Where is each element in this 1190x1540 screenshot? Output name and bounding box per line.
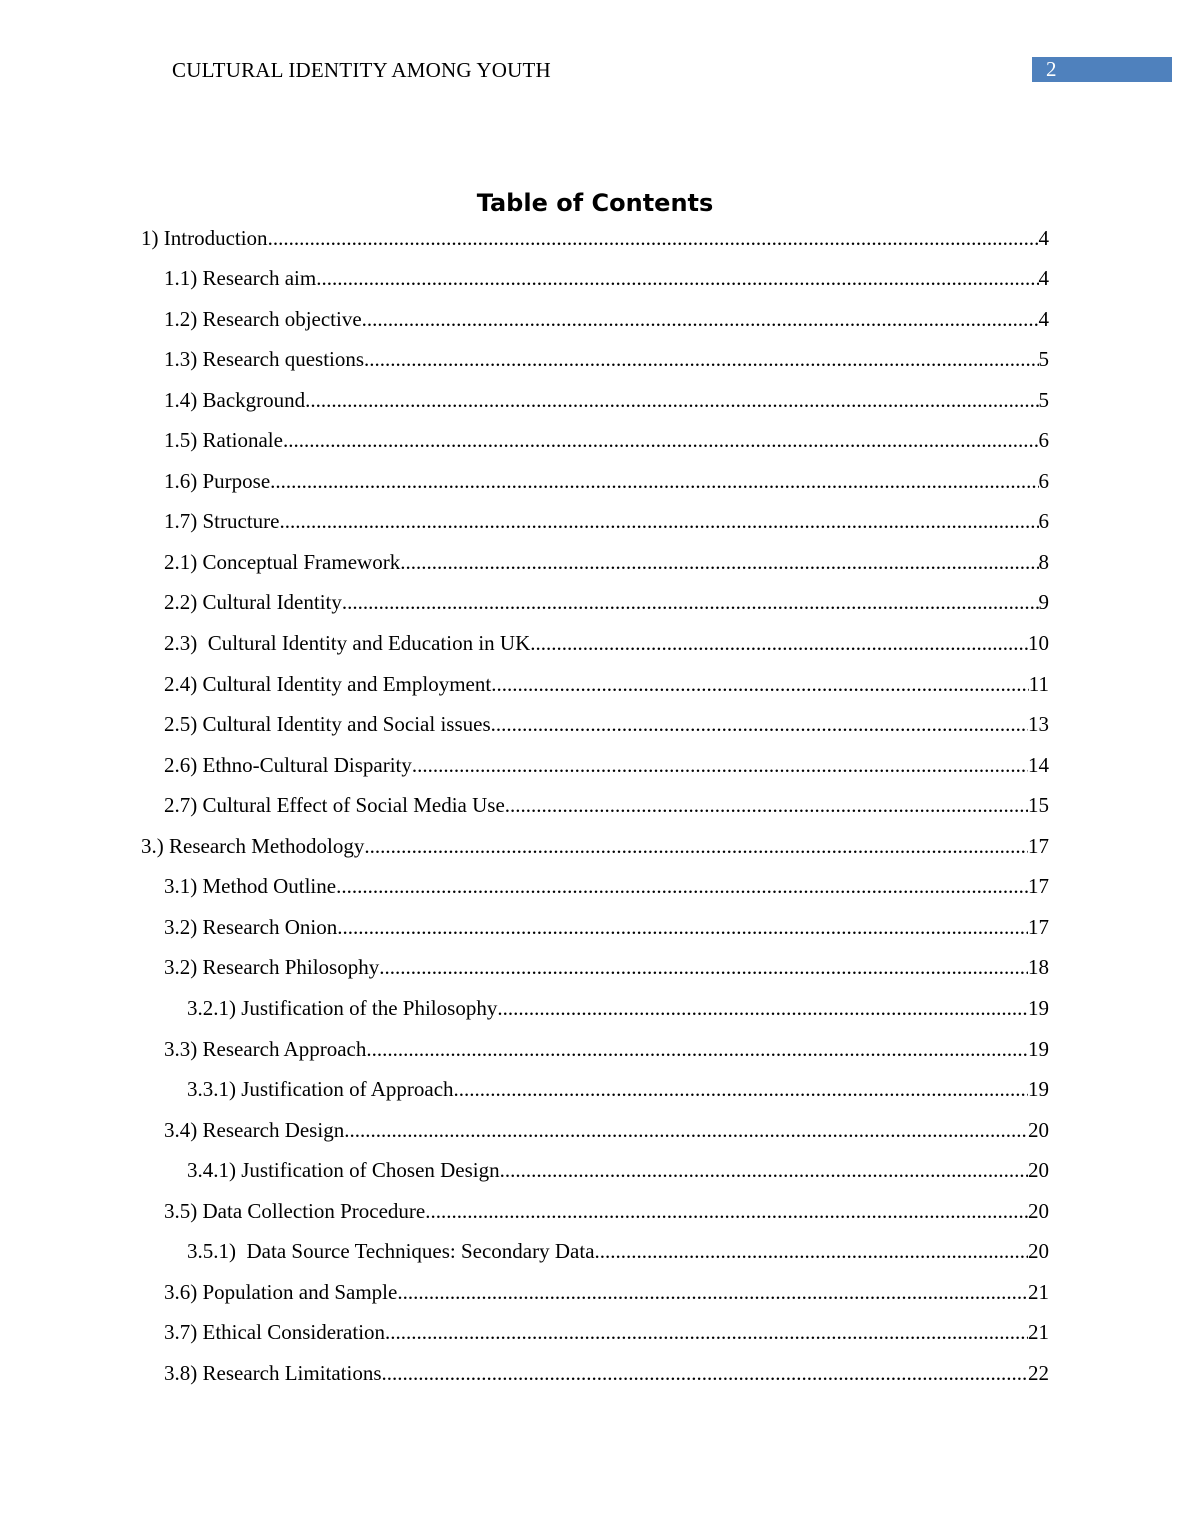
toc-entry-page: 9 (1038, 590, 1049, 614)
toc-entry-label: 3.3) Research Approach (164, 1037, 367, 1061)
dot-leader (385, 1318, 1028, 1346)
toc-entry-page: 20 (1028, 1239, 1049, 1263)
toc-entry-page: 19 (1028, 996, 1049, 1020)
toc-entry-page: 20 (1028, 1158, 1049, 1182)
toc-entry-label: 2.5) Cultural Identity and Social issues (164, 712, 491, 736)
dot-leader (362, 305, 1039, 333)
toc-entry[interactable] (187, 1075, 1049, 1103)
toc-entry-page: 6 (1038, 509, 1049, 533)
dot-leader (425, 1197, 1028, 1225)
toc-entry[interactable] (187, 1237, 1049, 1265)
toc-entry[interactable] (164, 467, 1049, 495)
toc-entry[interactable] (164, 710, 1049, 738)
toc-entry[interactable] (164, 1318, 1049, 1346)
toc-entry-label: 3.1) Method Outline (164, 874, 337, 898)
toc-entry[interactable] (164, 426, 1049, 454)
toc-entry-label: 3.2.1) Justification of the Philosophy (187, 996, 498, 1020)
toc-entry-label: 3.4.1) Justification of Chosen Design (187, 1158, 500, 1182)
toc-entry-label: 1.3) Research questions (164, 347, 365, 371)
toc-entry-page: 4 (1038, 307, 1049, 331)
toc-entry[interactable] (164, 386, 1049, 414)
toc-entry[interactable] (164, 264, 1049, 292)
dot-leader (342, 588, 1039, 616)
toc-entry[interactable] (164, 953, 1049, 981)
toc-entry-page: 6 (1038, 428, 1049, 452)
toc-entry[interactable] (187, 1156, 1049, 1184)
toc-entry[interactable] (164, 305, 1049, 333)
toc-entry[interactable] (164, 1278, 1049, 1306)
toc-entry-label: 3.2) Research Onion (164, 915, 338, 939)
toc-entry-page: 14 (1028, 753, 1049, 777)
page-number-box (1032, 57, 1172, 82)
toc-entry[interactable] (164, 670, 1049, 698)
dot-leader (268, 224, 1039, 252)
toc-entry-page: 17 (1028, 915, 1049, 939)
toc-entry-page: 6 (1038, 469, 1049, 493)
toc-entry[interactable] (164, 1035, 1049, 1063)
toc-entry-label: 2.1) Conceptual Framework (164, 550, 401, 574)
dot-leader (279, 507, 1038, 535)
dot-leader (379, 953, 1028, 981)
toc-entry-label: 3.8) Research Limitations (164, 1361, 382, 1385)
toc-entry[interactable] (141, 224, 1049, 252)
toc-entry-page: 19 (1028, 1037, 1049, 1061)
toc-entry-page: 22 (1028, 1361, 1049, 1385)
toc-entry-label: 2.3) Cultural Identity and Education in UK (164, 631, 531, 655)
toc-entry-label: 1.2) Research objective (164, 307, 362, 331)
toc-entry-page: 21 (1028, 1320, 1049, 1344)
toc-entry-page: 19 (1028, 1077, 1049, 1101)
dot-leader (366, 1035, 1028, 1063)
toc-entry-label: 3.5.1) Data Source Techniques: Secondary Data (187, 1239, 595, 1263)
toc-entry-page: 4 (1038, 226, 1049, 250)
toc-entry[interactable] (164, 1359, 1049, 1387)
dot-leader (337, 913, 1028, 941)
toc-entry-label: 1.4) Background (164, 388, 306, 412)
toc-entry-label: 1.1) Research aim (164, 266, 317, 290)
toc-entry-page: 13 (1028, 712, 1049, 736)
toc-entry[interactable] (164, 1116, 1049, 1144)
toc-entry-page: 11 (1028, 672, 1049, 696)
toc-entry-page: 15 (1028, 793, 1049, 817)
dot-leader (497, 994, 1028, 1022)
toc-entry-label: 3.7) Ethical Consideration (164, 1320, 386, 1344)
toc-entry-label: 3.4) Research Design (164, 1118, 345, 1142)
toc-entry[interactable] (164, 629, 1049, 657)
toc-title: Table of Contents (476, 189, 714, 217)
toc-entry[interactable] (164, 913, 1049, 941)
toc-entry-label: 1) Introduction (141, 226, 268, 250)
dot-leader (336, 872, 1028, 900)
dot-leader (364, 832, 1028, 860)
toc-entry-page: 8 (1038, 550, 1049, 574)
dot-leader (344, 1116, 1028, 1144)
toc-entry-label: 3.6) Population and Sample (164, 1280, 398, 1304)
toc-entry-page: 10 (1028, 631, 1049, 655)
toc-entry-page: 5 (1038, 347, 1049, 371)
dot-leader (505, 791, 1028, 819)
dot-leader (595, 1237, 1028, 1265)
page-number: 2 (1046, 57, 1057, 81)
toc-entry[interactable] (164, 751, 1049, 779)
toc-entry-page: 4 (1038, 266, 1049, 290)
toc-entry-label: 2.2) Cultural Identity (164, 590, 342, 614)
toc-entry-label: 1.6) Purpose (164, 469, 271, 493)
toc-entry-page: 18 (1028, 955, 1049, 979)
toc-entry[interactable] (164, 345, 1049, 373)
toc-entry[interactable] (141, 832, 1049, 860)
toc-entry-label: 3.5) Data Collection Procedure (164, 1199, 426, 1223)
dot-leader (454, 1075, 1028, 1103)
toc-entry-label: 3.2) Research Philosophy (164, 955, 380, 979)
toc-entry-label: 2.4) Cultural Identity and Employment (164, 672, 492, 696)
toc-entry-page: 5 (1038, 388, 1049, 412)
dot-leader (305, 386, 1038, 414)
dot-leader (530, 629, 1028, 657)
toc-entry[interactable] (164, 872, 1049, 900)
dot-leader (364, 345, 1038, 373)
toc-entry-label: 2.7) Cultural Effect of Social Media Use (164, 793, 505, 817)
toc-entry-page: 17 (1028, 834, 1049, 858)
dot-leader (491, 710, 1028, 738)
toc-entry-label: 2.6) Ethno-Cultural Disparity (164, 753, 412, 777)
dot-leader (412, 751, 1028, 779)
toc-entry[interactable] (187, 994, 1049, 1022)
toc-entry[interactable] (164, 507, 1049, 535)
dot-leader (316, 264, 1038, 292)
dot-leader (397, 1278, 1028, 1306)
dot-leader (270, 467, 1038, 495)
toc-entry-page: 20 (1028, 1199, 1049, 1223)
toc-entry-page: 17 (1028, 874, 1049, 898)
dot-leader (500, 1156, 1028, 1184)
toc-entry-page: 20 (1028, 1118, 1049, 1142)
toc-entry-page: 21 (1028, 1280, 1049, 1304)
toc-entry-label: 1.5) Rationale (164, 428, 283, 452)
toc-entry-label: 3.) Research Methodology (141, 834, 365, 858)
toc-entry-label: 1.7) Structure (164, 509, 280, 533)
dot-leader (382, 1359, 1028, 1387)
dot-leader (491, 670, 1029, 698)
toc-entry-label: 3.3.1) Justification of Approach (187, 1077, 454, 1101)
running-head: CULTURAL IDENTITY AMONG YOUTH (172, 58, 551, 82)
toc-entry[interactable] (164, 548, 1049, 576)
toc-entry[interactable] (164, 1197, 1049, 1225)
toc-entry[interactable] (164, 588, 1049, 616)
dot-leader (283, 426, 1039, 454)
dot-leader (400, 548, 1038, 576)
toc-entry[interactable] (164, 791, 1049, 819)
